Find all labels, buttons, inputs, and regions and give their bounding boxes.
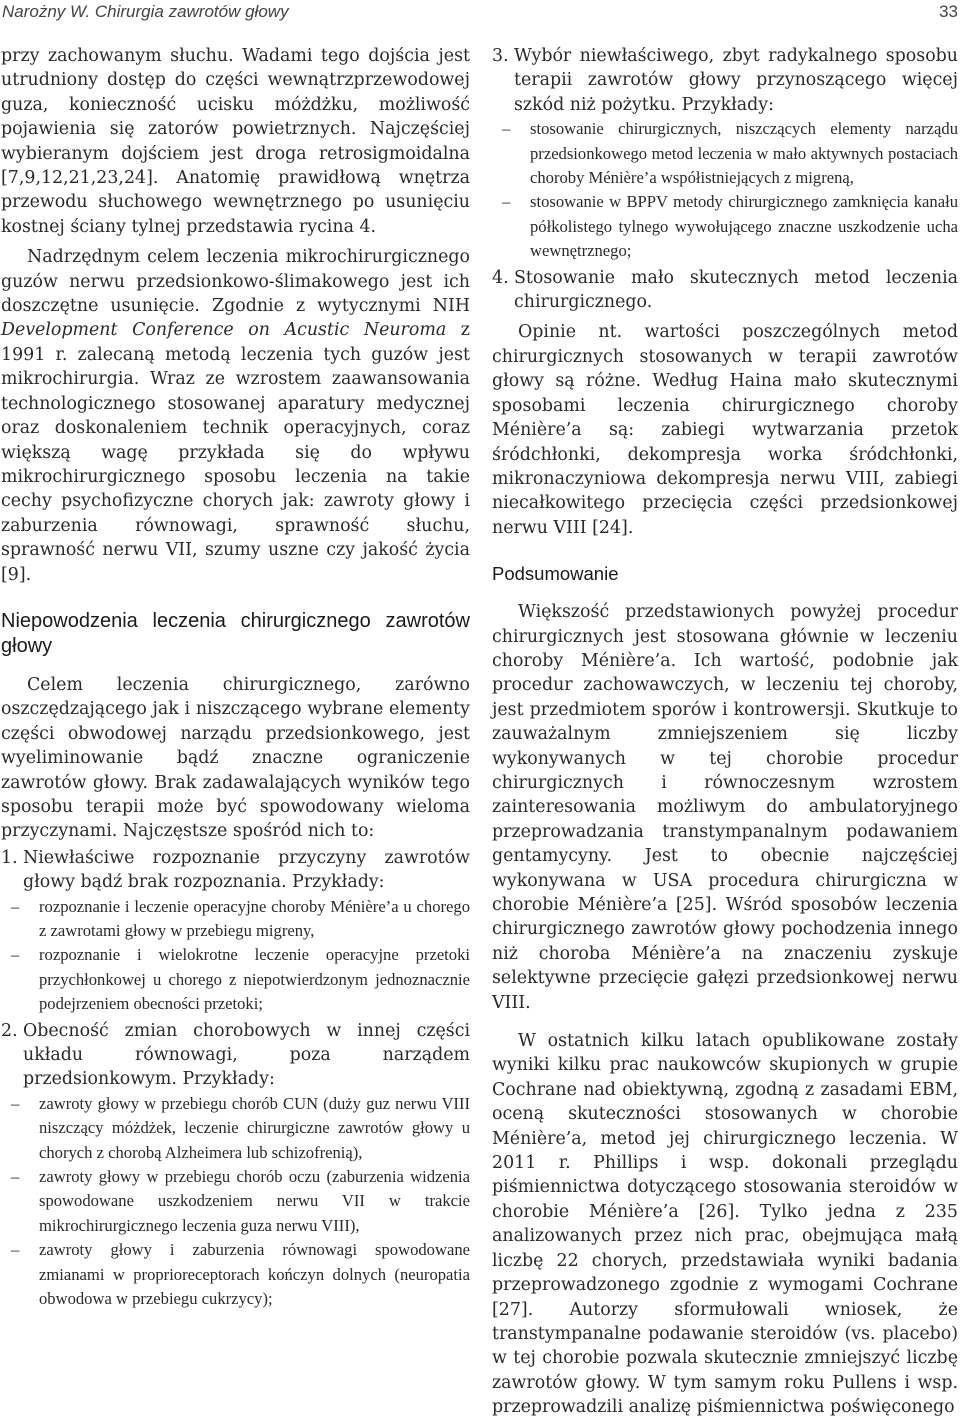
dash-bullet-icon: – (11, 1240, 20, 1260)
left-column (1, 44, 470, 1312)
paragraph (1, 245, 470, 587)
example-item (492, 190, 958, 263)
page-header (0, 0, 960, 34)
example-item (492, 117, 958, 190)
list-item (492, 266, 958, 315)
dash-bullet-icon: – (502, 119, 511, 139)
list-number: 4. (492, 267, 509, 288)
paragraph-text: z 1991 r. zalecaną metodą leczenia tych guzów jest mikrochirurgia. Wraz ze wzrostem zaawansowania technologicznego stosowanej aparatury medycznej oraz doskonaleniem technik operacyjnych, coraz większą wagę przykłada się do wpływu mikrochirurgicznego sposobu leczenia na takie cechy psychofizyczne chorych jak: zawroty głowy i zaburzenia równowagi, sprawność słuchu, sprawność nerwu VII, szumy uszne czy jakość życia [9]. (1, 320, 470, 585)
list-item (1, 846, 470, 895)
example-list (492, 117, 958, 263)
example-item (1, 1238, 470, 1311)
paragraph-text: Nadrzędnym celem leczenia mikrochirurgicznego guzów nerwu przedsionkowo-ślimakowego jest ich doszczętne usunięcie. Zgodnie z wytycznymi NIH (1, 247, 470, 317)
list-item (1, 1019, 470, 1092)
section-heading: Podsumowanie (492, 563, 619, 585)
dash-bullet-icon: – (11, 1093, 20, 1113)
example-item (1, 895, 470, 944)
list-item-text: Wybór niewłaściwego, zbyt radykalnego sposobu terapii zawrotów głowy przynoszącego więcej szkód niż pożytku. Przykłady: (514, 46, 958, 115)
example-item (1, 943, 470, 1016)
dash-bullet-icon: – (11, 1167, 20, 1187)
paragraph: Większość przedstawionych powyżej procedur chirurgicznych jest stosowana głównie w leczeniu choroby Ménière’a. Ich wartość, podobnie jak procedur zachowawczych, w leczeniu tej choroby, jest przedmiotem sporów i kontrowersji. Skutkuje to zauważalnym zmniejszeniem się liczby wykonywanych w tej chorobie procedur chirurgicznych i równoczesnym wzrostem zainteresowania możliwym do ambulatoryjnego przeprowadzania transtympanalnym podawaniem gentamycyny. Jest to obecnie najczęściej wykonywana w USA procedura chirurgiczna w chorobie Ménière’a [25]. Wśród sposobów leczenia chirurgicznego zawrotów głowy pochodzenia innego niż choroba Ménière’a na znaczeniu zyskuje selektywne przecięcie gałęzi przedsionkowej nerwu VIII. (492, 602, 958, 1013)
section-heading: Niepowodzenia leczenia chirurgicznego zawrotów głowy (1, 609, 470, 657)
paragraph: Celem leczenia chirurgicznego, zarówno oszczędzającego jak i niszczącego wybrane elementy części obwodowej narządu przedsionkowego, jest wyeliminowanie bądź znaczne ograniczenie zawrotów głowy. Brak zadawalających wyników tego sposobu terapii może być spowodowany wieloma przyczynami. Najczęstsze spośród nich to: (1, 674, 470, 842)
right-column (492, 44, 958, 1420)
list-number: 3. (492, 46, 509, 66)
list-number: 2. (1, 1020, 18, 1041)
example-text: stosowanie chirurgicznych, niszczących elementy narządu przedsionkowego metod leczenia w mało aktywnych postaciach choroby Ménière’a współistniejących z migreną, (530, 119, 958, 188)
dash-bullet-icon: – (11, 945, 20, 965)
example-item (1, 1092, 470, 1165)
example-text: rozpoznanie i wielokrotne leczenie operacyjne przetoki przychłonkowej u chorego z niepotwierdzonym jednoznacznie podejrzeniem obecności przetoki; (39, 945, 470, 1014)
dash-bullet-icon: – (502, 192, 511, 212)
running-head: Narożny W. Chirurgia zawrotów głowy (2, 2, 289, 21)
list-item-text: Niewłaściwe rozpoznanie przyczyny zawrotów głowy bądź brak rozpoznania. Przykłady: (23, 847, 470, 893)
conference-title: Development Conference on Acustic Neuroma (1, 320, 447, 341)
example-text: zawroty głowy w przebiegu chorób oczu (zaburzenia widzenia spowodowane uszkodzeniem nerwu VII w trakcie mikrochirurgicznego leczenia guza nerwu VIII), (39, 1167, 470, 1235)
paragraph: W ostatnich kilku latach opublikowane zostały wyniki kilku prac naukowców skupionych w grupie Cochrane nad obiektywną, zgodną z zasadami EBM, oceną skuteczności stosowanych w chorobie Ménière’a, metod jej chirurgicznego leczenia. W 2011 r. Phillips i wsp. dokonali przeglądu piśmiennictwa dotyczącego stosowania steroidów w chorobie Ménière’a [26]. Tylko jedna z 235 analizowanych przez nich prac, obejmująca małą liczbę 22 chorych, przedstawiała wyniki badania przeprowadzonego zgodnie z wymogami Cochrane [27]. Autorzy sformułowali wniosek, że transtympanalne podawanie steroidów (vs. placebo) w tej chorobie pozwala skutecznie zmniejszyć liczbę zawrotów głowy. W tym samym roku Pullens i wsp. przeprowadzili analizę piśmiennictwa poświęconego (492, 1031, 958, 1418)
dash-bullet-icon: – (11, 896, 20, 916)
example-item (1, 1165, 470, 1238)
page-number: 33 (939, 2, 958, 21)
list-number: 1. (1, 847, 18, 868)
example-text: zawroty głowy w przebiegu chorób CUN (duży guz nerwu VIII niszczący móżdżek, leczenie chirurgiczne zawrotów głowy u chorych z chorobą Alzheimera lub schizofrenią), (39, 1093, 470, 1162)
example-list (1, 1092, 470, 1312)
paragraph: Opinie nt. wartości poszczególnych metod chirurgicznych stosowanych w terapii zawrotów głowy są różne. Według Haina mało skutecznymi sposobami leczenia chirurgicznego choroby Ménière’a są: zabiegi wytwarzania przetok śródchłonki, dekompresja worka śródchłonki, mikronaczyniowa dekompresja nerwu VIII, zabiegi niecałkowitego przecięcia części przedsionkowej nerwu VIII [24]. (492, 322, 958, 538)
list-item (492, 44, 958, 117)
example-list (1, 895, 470, 1017)
example-text: rozpoznanie i leczenie operacyjne choroby Ménière’a u chorego z zawrotami głowy w przebiegu migreny, (39, 896, 470, 940)
list-item-text: Obecność zmian chorobowych w innej części układu równowagi, poza narządem przedsionkowym. Przykłady: (23, 1020, 470, 1090)
list-item-text: Stosowanie mało skutecznych metod leczenia chirurgicznego. (514, 267, 958, 313)
example-text: zawroty głowy i zaburzenia równowagi spowodowane zmianami w proprioreceptorach kończyn dolnych (neuropatia obwodowa w przebiegu cukrzycy); (39, 1240, 470, 1309)
example-text: stosowanie w BPPV metody chirurgicznego zamknięcia kanału półkolistego tylnego wywołującego znaczne uszkodzenie ucha wewnętrznego; (530, 192, 958, 261)
paragraph: przy zachowanym słuchu. Wadami tego dojścia jest utrudniony dostęp do części wewnątrzprzewodowej guza, konieczność ucisku móżdżku, możliwość pojawienia się zatorów powietrznych. Najczęściej wybieranym dojściem jest droga retrosigmoidalna [7,9,12,21,23,24]. Anatomię prawidłową wnętrza przewodu słuchowego wewnętrznego po usunięciu kostnej ściany tylnej przedstawia rycina 4. (1, 46, 470, 237)
